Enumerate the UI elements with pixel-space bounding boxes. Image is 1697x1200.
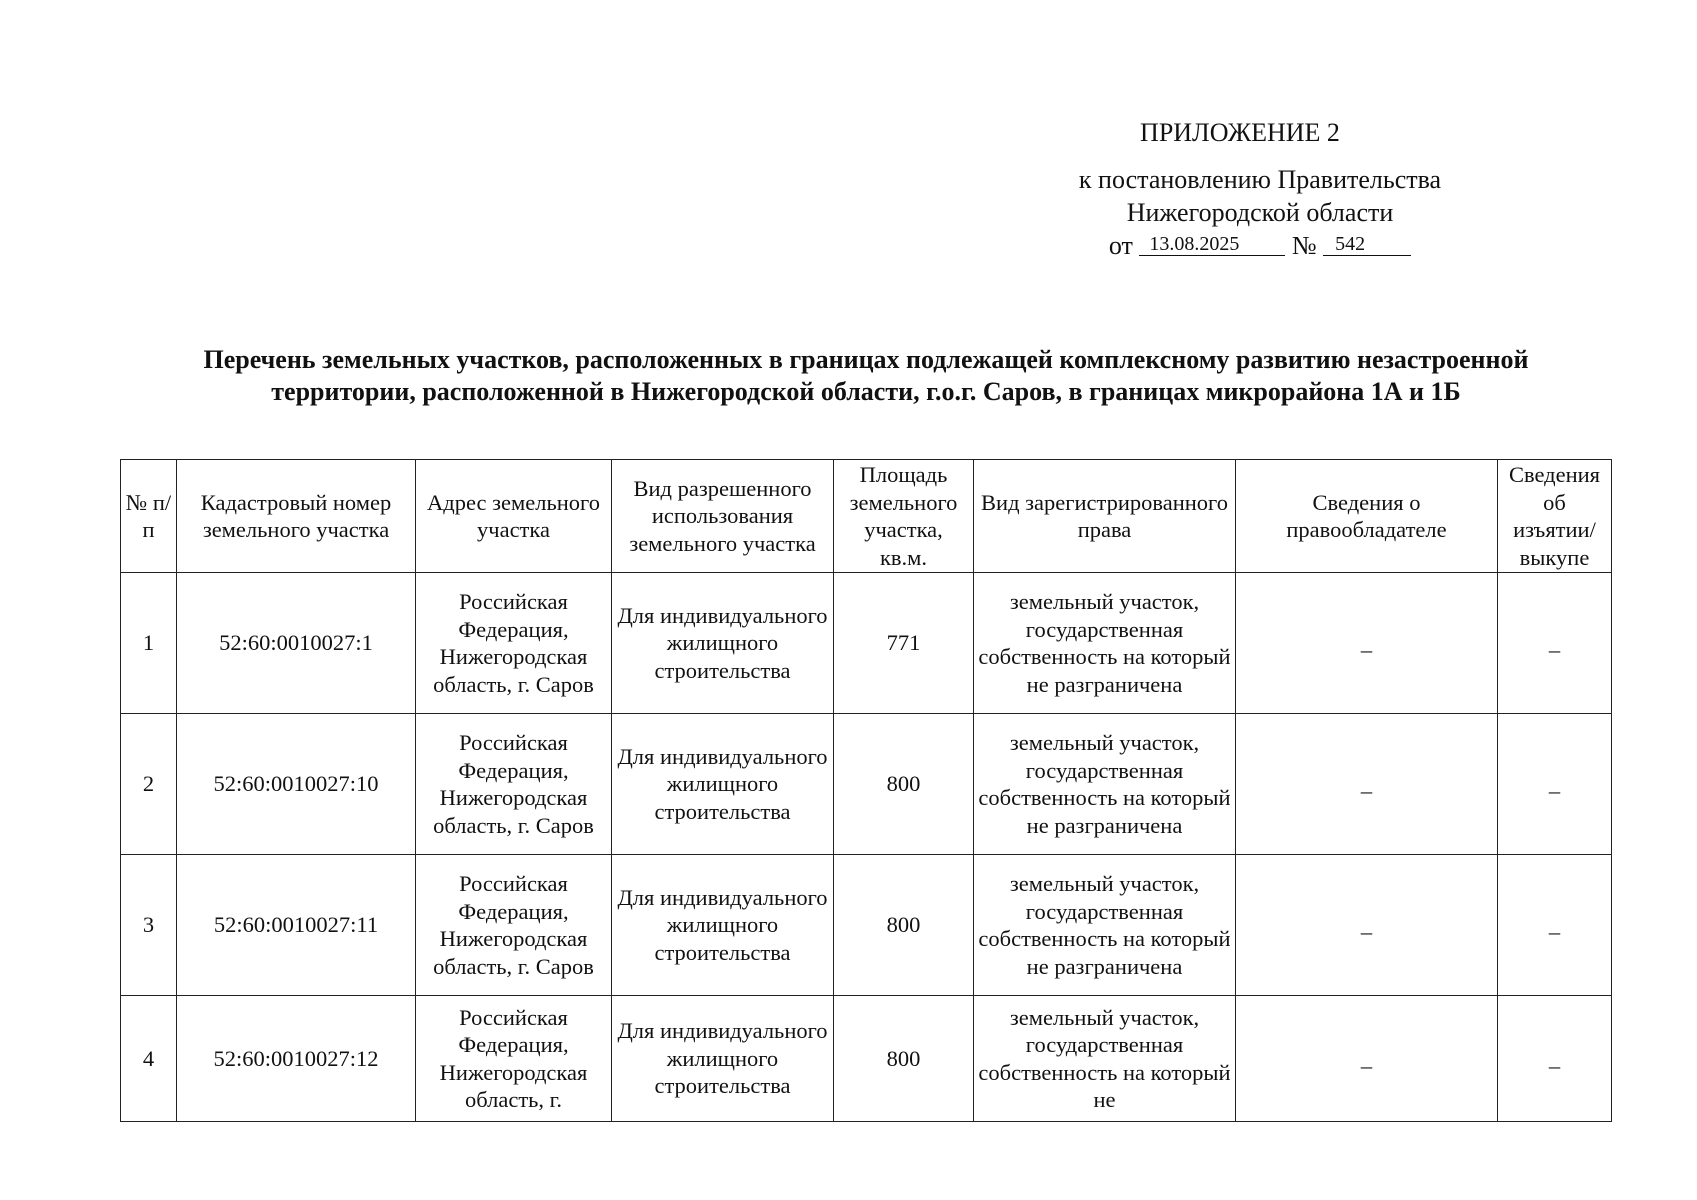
cell-use: Для индивидуального жилищного строительства <box>612 855 834 996</box>
cell-right-text: земельный участок, государственная собственность на который не разграничена <box>978 871 1231 979</box>
cell-cadastral: 52:60:0010027:12 <box>177 996 416 1122</box>
cell-seizure: – <box>1498 855 1612 996</box>
cell-seizure: – <box>1498 714 1612 855</box>
cell-area: 800 <box>834 996 974 1122</box>
header-seizure: Сведения об изъятии/ выкупе <box>1498 460 1612 573</box>
cell-address <box>416 714 612 855</box>
cell-right-text: земельный участок, государственная собственность на который не <box>978 1004 1231 1112</box>
header-cadastral: Кадастровый номер земельного участка <box>177 460 416 573</box>
cell-use: Для индивидуального жилищного строительства <box>612 714 834 855</box>
cell-right <box>974 573 1236 714</box>
cell-right <box>974 855 1236 996</box>
cell-num: 4 <box>121 996 177 1122</box>
cell-owner: – <box>1236 573 1498 714</box>
header-address: Адрес земельного участка <box>416 460 612 573</box>
header-use: Вид разрешенного использования земельного участка <box>612 460 834 573</box>
cell-cadastral: 52:60:0010027:11 <box>177 855 416 996</box>
land-plots-table <box>120 459 1612 1122</box>
table-row <box>121 714 1612 855</box>
table-header-row <box>121 460 1612 573</box>
number-label: № <box>1291 231 1317 260</box>
annex-date-line <box>1109 229 1411 262</box>
cell-owner: – <box>1236 714 1498 855</box>
header-owner: Сведения о правообладателе <box>1236 460 1498 573</box>
cell-num: 2 <box>121 714 177 855</box>
table-row <box>121 855 1612 996</box>
header-num: № п/п <box>121 460 177 573</box>
cell-right <box>974 996 1236 1122</box>
annex-header <box>1040 116 1480 262</box>
header-area: Площадь земельного участка, кв.м. <box>834 460 974 573</box>
cell-owner: – <box>1236 855 1498 996</box>
cell-address <box>416 855 612 996</box>
cell-right-text: земельный участок, государственная собственность на который не разграничена <box>978 589 1231 697</box>
cell-area: 771 <box>834 573 974 714</box>
header-right: Вид зарегистрированного права <box>974 460 1236 573</box>
cell-owner: – <box>1236 996 1498 1122</box>
cell-right <box>974 714 1236 855</box>
cell-use: Для индивидуального жилищного строительства <box>612 996 834 1122</box>
cell-num: 1 <box>121 573 177 714</box>
annex-title: ПРИЛОЖЕНИЕ 2 <box>1140 118 1340 147</box>
cell-area: 800 <box>834 855 974 996</box>
document-title-line-1: Перечень земельных участков, расположенных в границах подлежащей комплексному развитию незастроенной <box>203 345 1529 374</box>
document-title <box>110 344 1622 408</box>
cell-address-text: Российская Федерация, Нижегородская область, г. Саров <box>433 589 594 697</box>
cell-use: Для индивидуального жилищного строительства <box>612 573 834 714</box>
resolution-number: 542 <box>1323 233 1411 256</box>
annex-region-line: Нижегородской области <box>1126 198 1394 227</box>
cell-num: 3 <box>121 855 177 996</box>
cell-cadastral: 52:60:0010027:10 <box>177 714 416 855</box>
cell-address <box>416 996 612 1122</box>
cell-seizure: – <box>1498 996 1612 1122</box>
table-row <box>121 996 1612 1122</box>
cell-seizure: – <box>1498 573 1612 714</box>
table-row <box>121 573 1612 714</box>
cell-address-text: Российская Федерация, Нижегородская область, г. Саров <box>433 871 594 979</box>
cell-cadastral: 52:60:0010027:1 <box>177 573 416 714</box>
document-title-line-2: территории, расположенной в Нижегородской области, г.о.г. Саров, в границах микрорайона 1А и 1Б <box>271 377 1461 406</box>
resolution-date: 13.08.2025 <box>1139 233 1285 256</box>
cell-right-text: земельный участок, государственная собственность на который не разграничена <box>978 730 1231 838</box>
cell-area: 800 <box>834 714 974 855</box>
cell-address-text: Российская Федерация, Нижегородская область, г. Саров <box>433 730 594 838</box>
from-label: от <box>1108 231 1133 260</box>
annex-resolution-line: к постановлению Правительства <box>1078 165 1442 194</box>
cell-address-text: Российская Федерация, Нижегородская область, г. <box>439 1004 588 1112</box>
cell-address <box>416 573 612 714</box>
